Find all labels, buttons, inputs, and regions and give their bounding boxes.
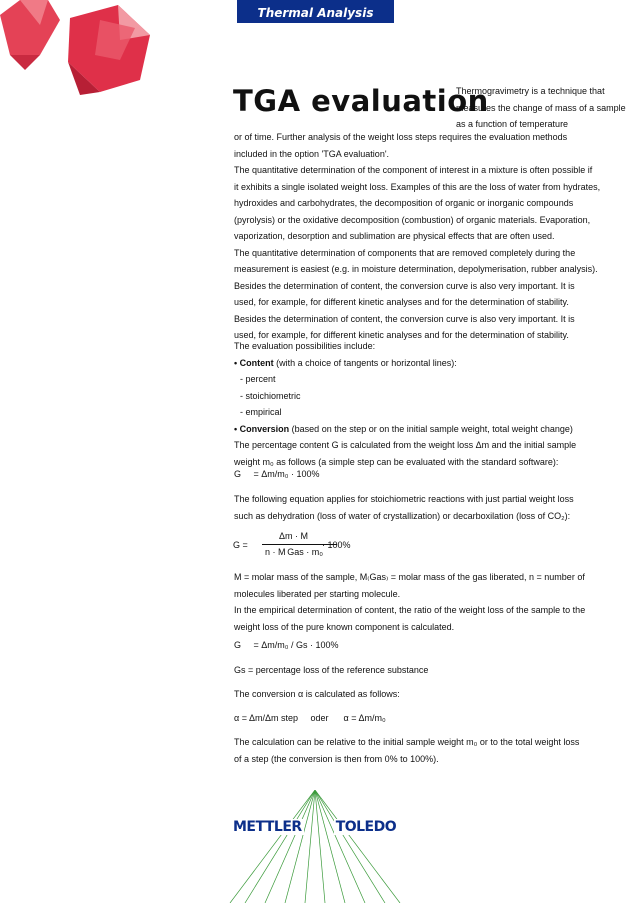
intro-text: Thermogravimetry is a technique that measures the change of mass of a sample as a function of temperature bbox=[456, 86, 626, 129]
formula-denominator: n · M Gas · m₀ bbox=[265, 547, 324, 557]
formula-conversion: α = Δm/Δm step oder α = Δm/m₀ bbox=[234, 713, 386, 723]
formula-rhs: · 100% bbox=[322, 540, 351, 550]
formula-numerator: Δm · M bbox=[279, 531, 309, 541]
conversion-calc-text: The conversion α is calculated as follows: bbox=[234, 689, 400, 699]
formula-empirical: G = Δm/m₀ / Gs · 100% bbox=[234, 640, 339, 650]
final-text: The calculation can be relative to the initial sample weight m₀ or to the total weight loss of a step (the conversion is then from 0% to 100%). bbox=[234, 737, 580, 764]
possibilities-section: The evaluation possibilities include: • Content (with a choice of tangents or horizontal lines): - percent - stoichiometric - empirical • Conversion (based on the step or on the initial sample weight, total weight change) The percentage content G is calculated from the weight loss Δm and the initial sample weight m₀ as follows (a simple step can be evaluated with the standard software): bbox=[234, 341, 577, 467]
gs-definition: Gs = percentage loss of the reference substance bbox=[234, 665, 429, 675]
crystal-decoration bbox=[0, 0, 170, 110]
page-title: TGA evaluation bbox=[233, 84, 489, 118]
formula-percent: G = Δm/m₀ · 100% bbox=[234, 469, 320, 479]
logo-lines-decoration bbox=[225, 790, 405, 903]
stoich-text: The following equation applies for stoichiometric reactions with just partial weight loss such as dehydration (loss of water of crystallization) or decarboxilation (loss of CO₂): bbox=[234, 494, 574, 521]
formula-lhs: G = bbox=[233, 540, 248, 550]
section-banner: Thermal Analysis bbox=[237, 0, 394, 23]
molar-text: M = molar mass of the sample, M₍Gas₎ = molar mass of the gas liberated, n = number of molecules liberated per starting molecule. In the empirical determination of content, the ratio of the weight loss of the sample to the weight loss of the pure known component is calculated. bbox=[234, 572, 586, 632]
body-text: or of time. Further analysis of the weight loss steps requires the evaluation methods included in the option 'TGA evaluation'. The quantitative determination of the component of interest in a mixture is often possible if it exhibits a single isolated weight loss. Examples of this are the loss of water from hydrates, hydroxides and carbohydrates, the decomposition of organic or inorganic compounds (pyrolysis) or the oxidative decomposition (combustion) of organic materials. Evaporation, vaporization, desorption and sublimation are physical effects that are often used. The quantitative determination of components that are removed completely during the measurement is easiest (e.g. in moisture determination, depolymerisation, rubber analysis). Besides the determination of content, the conversion curve is also very important. It is used, for example, for different kinetic analyses and for the determination of stability. Besides the determination of content, the conversion curve is also very important. It is used, for example, for different kinetic analyses and for the determination of stability. bbox=[234, 132, 601, 340]
mettler-toledo-logo: METTLER TOLEDO bbox=[233, 819, 397, 835]
